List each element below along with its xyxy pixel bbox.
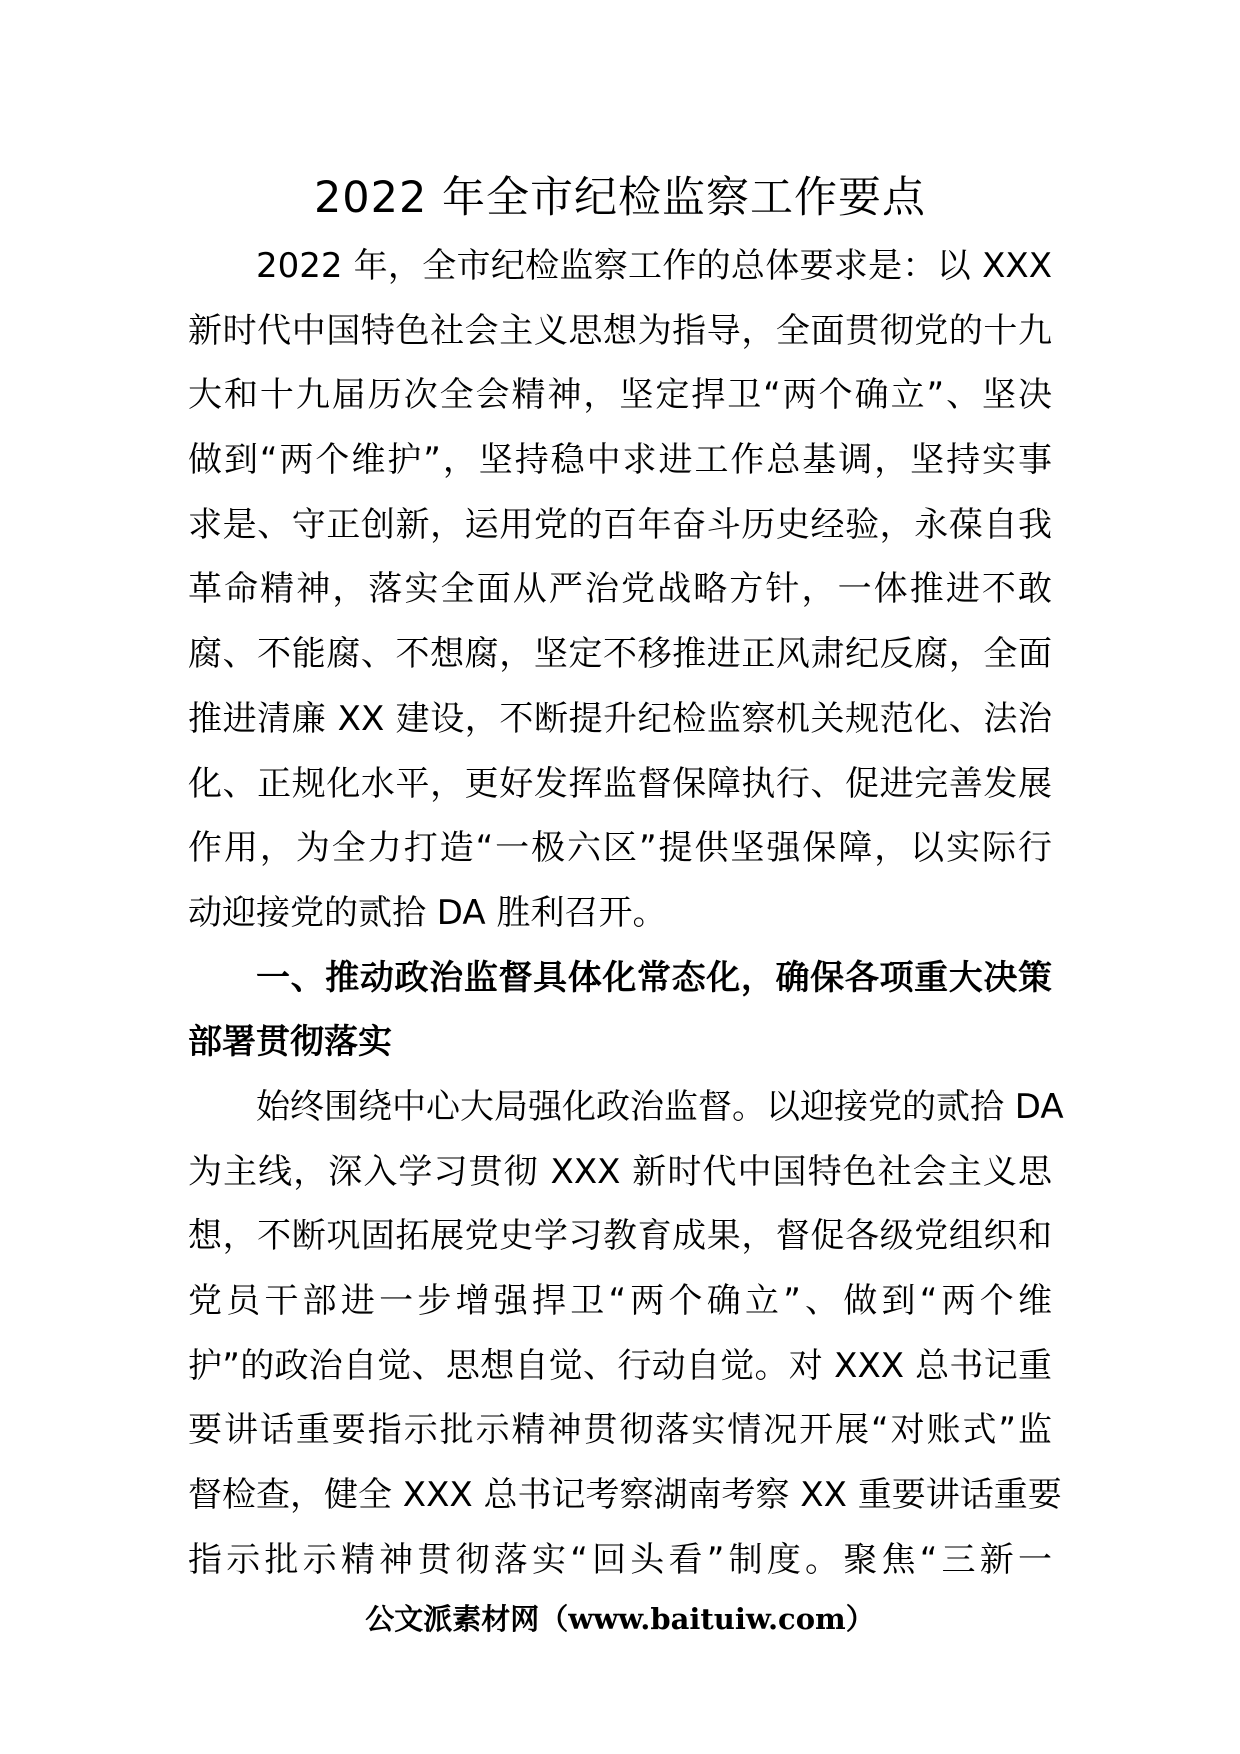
paragraph-1-line-3: 大和十九届历次全会精神，坚定捍卫“两个确立”、坚决 xyxy=(188,375,1052,416)
paragraph-1-line-1: 2022 年，全市纪检监察工作的总体要求是：以 XXX xyxy=(256,246,1052,286)
paragraph-2-line-8: 指示批示精神贯彻落实“回头看”制度。聚焦“三新一 xyxy=(188,1539,1052,1580)
paragraph-1-line-11: 动迎接党的贰拾 DA 胜利召开。 xyxy=(188,892,667,933)
paragraph-1-line-6: 革命精神，落实全面从严治党战略方针，一体推进不敢 xyxy=(188,569,1052,610)
footer-watermark-text: 公文派素材网（www.baituiw.com） xyxy=(365,1602,875,1636)
section-heading-line-2: 部署贯彻落实 xyxy=(188,1022,392,1063)
paragraph-1-line-10: 作用，为全力打造“一极六区”提供坚强保障，以实际行 xyxy=(188,828,1052,869)
paragraph-1-line-5: 求是、守正创新，运用党的百年奋斗历史经验，永葆自我 xyxy=(188,504,1052,545)
paragraph-2-line-7: 督检查，健全 XXX 总书记考察湖南考察 XX 重要讲话重要 xyxy=(188,1475,1062,1516)
document-title: 2022 年全市纪检监察工作要点 xyxy=(313,173,927,223)
paragraph-2-line-1: 始终围绕中心大局强化政治监督。以迎接党的贰拾 DA xyxy=(256,1086,1064,1127)
paragraph-2-line-2: 为主线，深入学习贯彻 XXX 新时代中国特色社会主义思 xyxy=(188,1151,1052,1192)
section-heading-line-1: 一、推动政治监督具体化常态化，确保各项重大决策 xyxy=(256,957,1052,998)
paragraph-1-line-2: 新时代中国特色社会主义思想为指导，全面贯彻党的十九 xyxy=(188,310,1052,351)
paragraph-2-line-6: 要讲话重要指示批示精神贯彻落实情况开展“对账式”监 xyxy=(188,1410,1052,1451)
paragraph-1-line-7: 腐、不能腐、不想腐，坚定不移推进正风肃纪反腐，全面 xyxy=(188,634,1052,675)
paragraph-1-line-9: 化、正规化水平，更好发挥监督保障执行、促进完善发展 xyxy=(188,763,1052,804)
paragraph-2-line-5: 护”的政治自觉、思想自觉、行动自觉。对 XXX 总书记重 xyxy=(188,1345,1052,1386)
paragraph-1-line-8: 推进清廉 XX 建设，不断提升纪检监察机关规范化、法治 xyxy=(188,698,1052,739)
paragraph-2-line-4: 党员干部进一步增强捍卫“两个确立”、做到“两个维 xyxy=(188,1281,1052,1321)
paragraph-1-line-4: 做到“两个维护”，坚持稳中求进工作总基调，坚持实事 xyxy=(188,440,1052,481)
paragraph-2-line-3: 想，不断巩固拓展党史学习教育成果，督促各级党组织和 xyxy=(188,1216,1052,1257)
document-body xyxy=(188,234,1064,1592)
